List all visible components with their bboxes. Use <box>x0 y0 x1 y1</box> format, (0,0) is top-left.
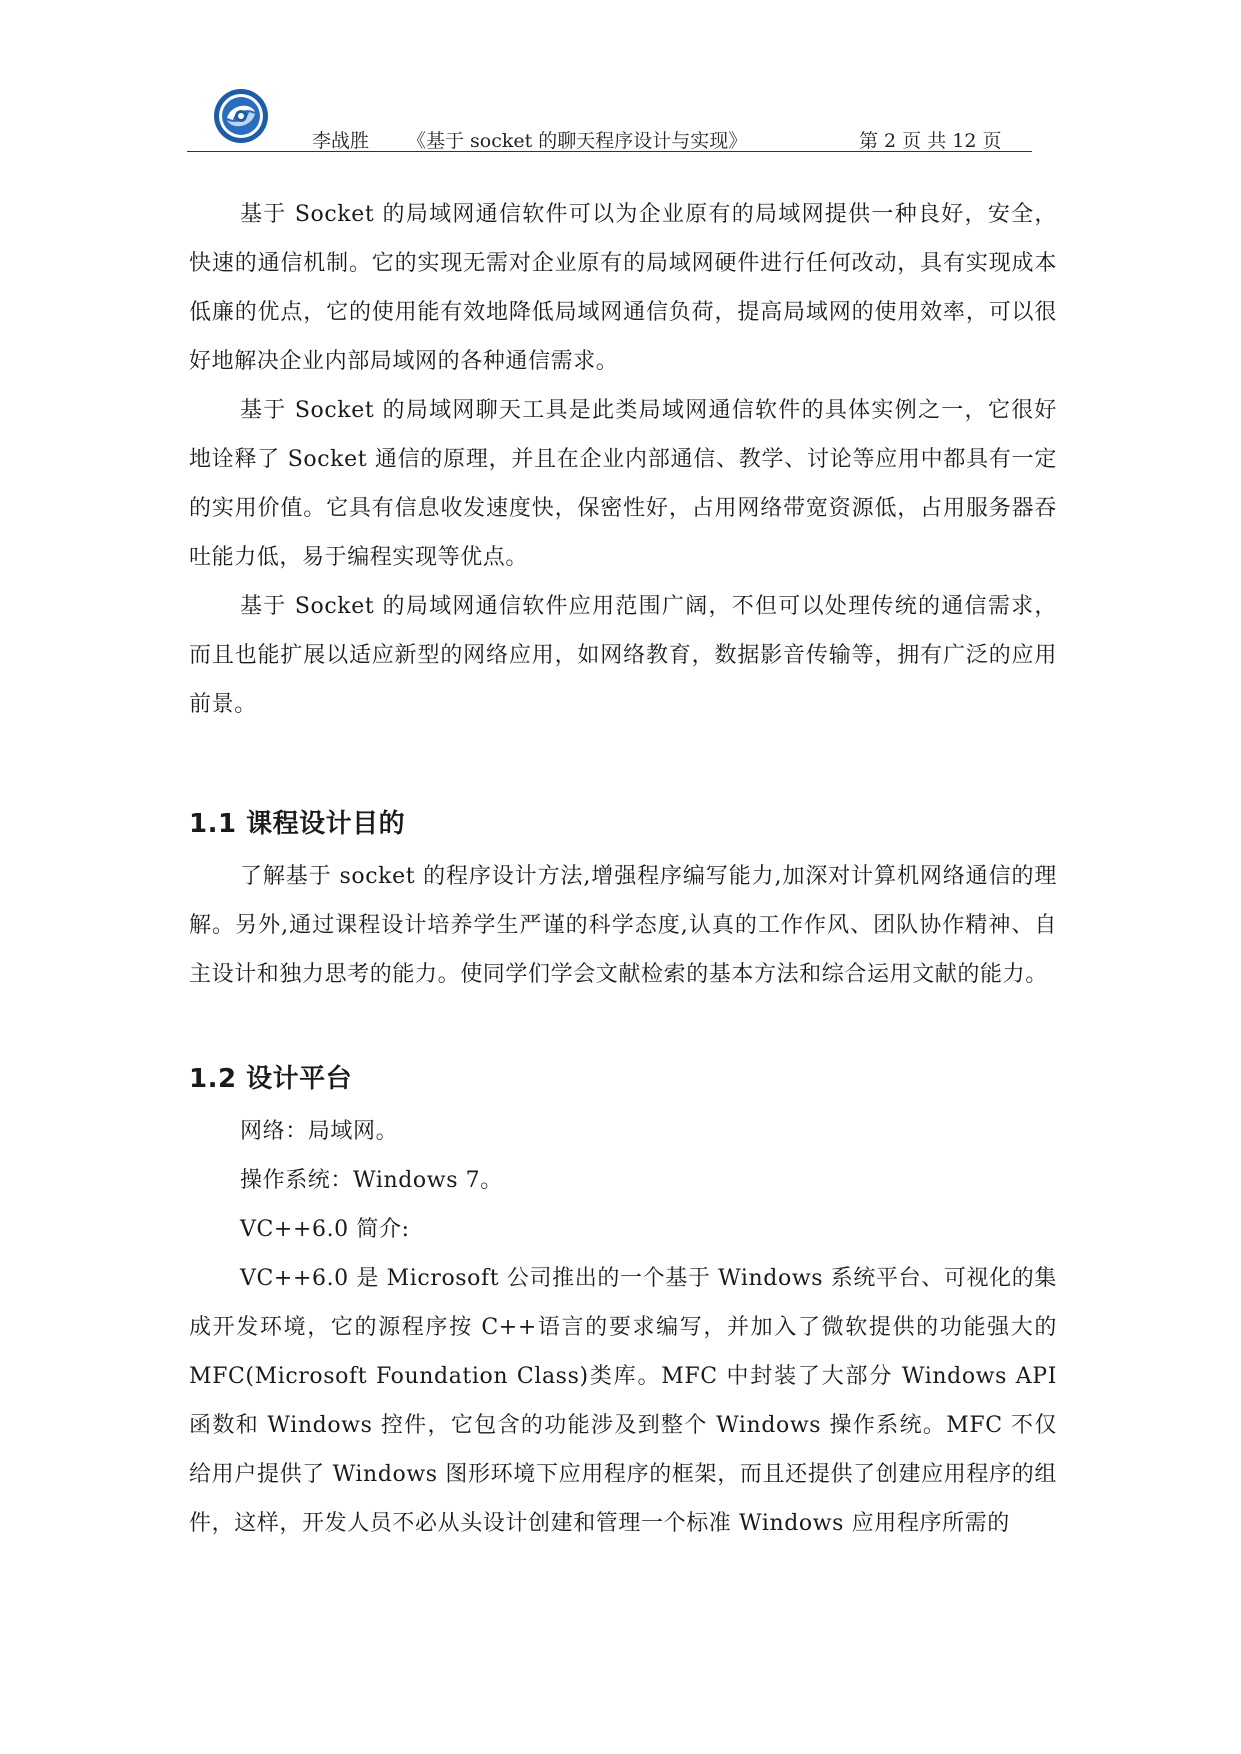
vc-paragraph: VC++6.0 是 Microsoft 公司推出的一个基于 Windows 系统平台、可视化的集成开发环境，它的源程序按 C++语言的要求编写，并加入了微软提供的功能强大的 MFC(Microsoft Foundation Class)类库。MFC 中封装了大部分 Windows API 函数和 Windows 控件，它包含的功能涉及到整个 Windows 操作系统。MFC 不仅给用户提供了 Windows 图形环境下应用程序的框架，而且还提供了创建应用程序的组件，这样，开发人员不必从头设计创建和管理一个标准 Windows 应用程序所需的 <box>189 1266 1057 1536</box>
section-heading-purpose: 1.1 课程设计目的 <box>189 809 406 839</box>
document-body <box>189 190 1057 1548</box>
page-header <box>187 88 1032 152</box>
header-document-title: 《基于 socket 的聊天程序设计与实现》 <box>407 130 748 152</box>
header-page-number: 第 2 页 共 12 页 <box>859 130 1002 152</box>
intro-paragraph: 基于 Socket 的局域网通信软件应用范围广阔，不但可以处理传统的通信需求，而且也能扩展以适应新型的网络应用，如网络教育，数据影音传输等，拥有广泛的应用前景。 <box>189 594 1057 717</box>
header-divider <box>187 151 1032 152</box>
intro-paragraph: 基于 Socket 的局域网通信软件可以为企业原有的局域网提供一种良好，安全，快速的通信机制。它的实现无需对企业原有的局域网硬件进行任何改动，具有实现成本低廉的优点，它的使用能有效地降低局域网通信负荷，提高局域网的使用效率，可以很好地解决企业内部局域网的各种通信需求。 <box>189 202 1057 374</box>
header-author: 李战胜 <box>312 130 370 152</box>
purpose-paragraph: 了解基于 socket 的程序设计方法,增强程序编写能力,加深对计算机网络通信的理解。另外,通过课程设计培养学生严谨的科学态度,认真的工作作风、团队协作精神、自主设计和独力思考的能力。使同学们学会文献检索的基本方法和综合运用文献的能力。 <box>189 864 1057 987</box>
platform-os: 操作系统：Windows 7。 <box>240 1168 503 1193</box>
vc-intro-title: VC++6.0 简介: <box>240 1217 410 1242</box>
intro-paragraph: 基于 Socket 的局域网聊天工具是此类局域网通信软件的具体实例之一，它很好地诠释了 Socket 通信的原理，并且在企业内部通信、教学、讨论等应用中都具有一定的实用价值。它具有信息收发速度快，保密性好，占用网络带宽资源低，占用服务器吞吐能力低，易于编程实现等优点。 <box>189 398 1057 570</box>
platform-network: 网络：局域网。 <box>240 1119 399 1144</box>
university-seal-icon <box>213 88 269 144</box>
section-heading-platform: 1.2 设计平台 <box>189 1064 353 1094</box>
